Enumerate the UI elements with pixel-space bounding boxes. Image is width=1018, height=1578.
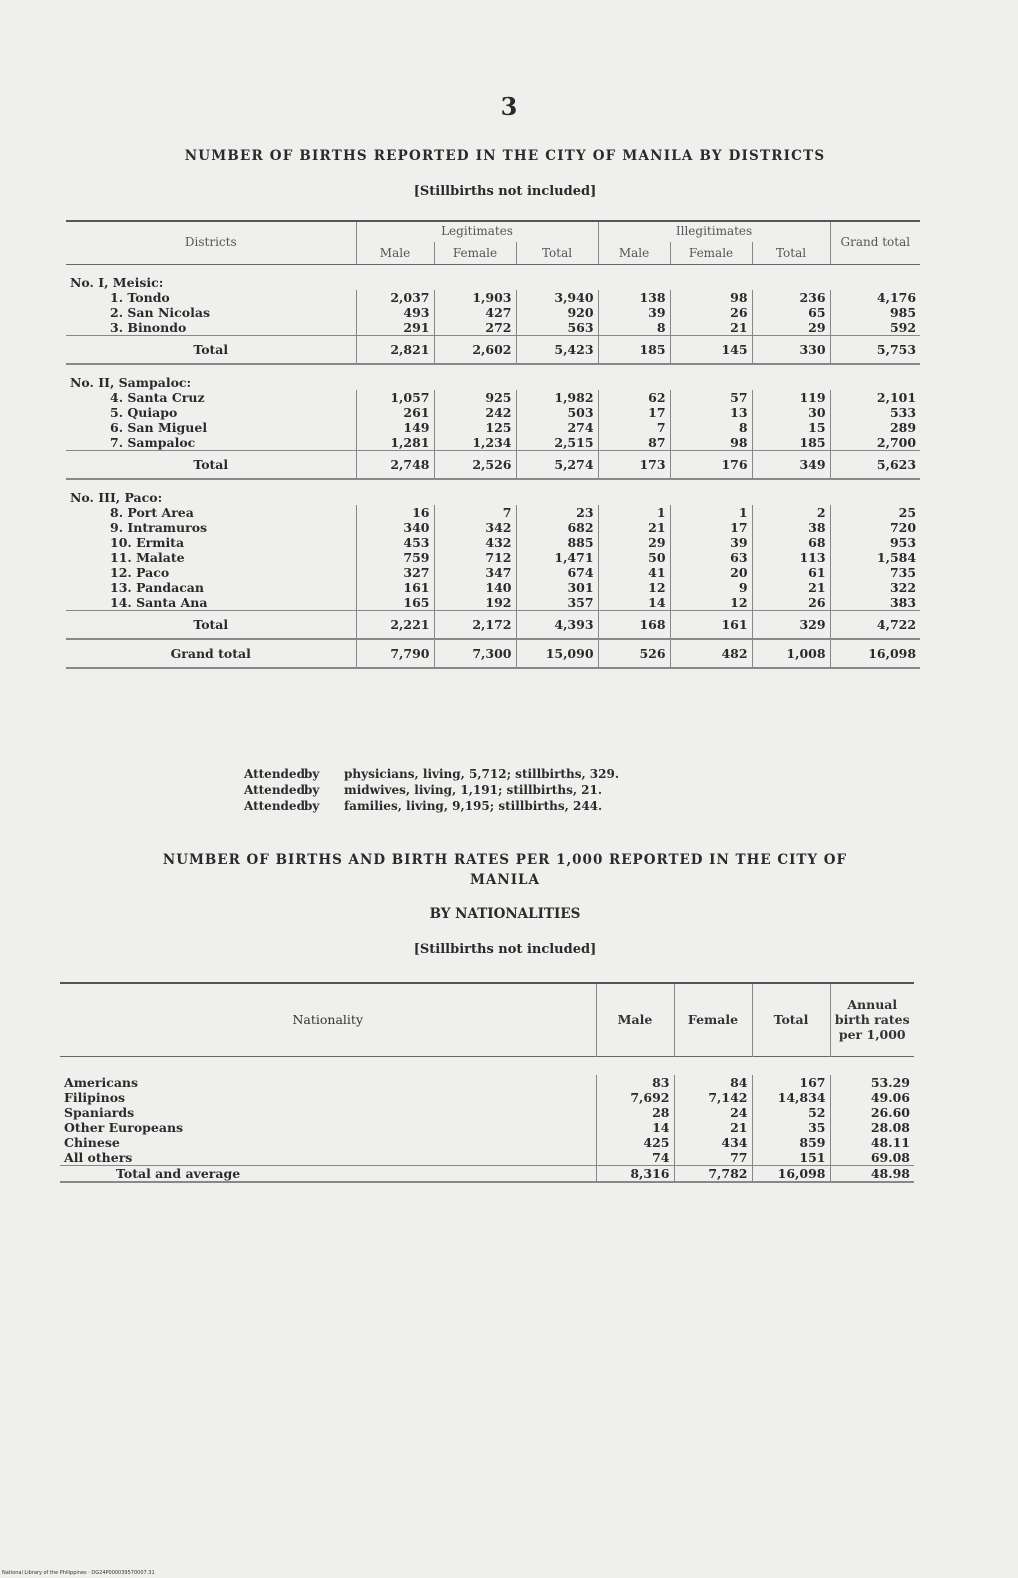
col-header-total: Total [752, 242, 830, 265]
col-header-male: Male [356, 242, 434, 265]
col-header-total: Total [752, 982, 830, 1057]
table-row: 13. Pandacan 161 140 301 12 9 21 322 [66, 580, 920, 595]
table2-subtitle: [Stillbirths not included] [413, 942, 597, 957]
table-row: 1. Tondo 2,037 1,903 3,940 138 98 236 4,176 [66, 290, 920, 305]
table-row: Spaniards 28 24 52 26.60 [60, 1105, 914, 1120]
table-row: 9. Intramuros 340 342 682 21 17 38 720 [66, 520, 920, 535]
table-row: Filipinos 7,692 7,142 14,834 49.06 [60, 1090, 914, 1105]
table-row: 8. Port Area 16 7 23 1 1 2 25 [66, 505, 920, 520]
col-header-districts: Districts [66, 220, 356, 265]
table-row: 10. Ermita 453 432 885 29 39 68 953 [66, 535, 920, 550]
col-header-birth-rate: Annual birth rates per 1,000 [830, 982, 914, 1057]
col-header-female: Female [674, 982, 752, 1057]
footer-credit: National Library of the Philippines · DG24P000039570007.31 [2, 1570, 155, 1576]
col-header-female: Female [434, 242, 516, 265]
table-row: 4. Santa Cruz 1,057 925 1,982 62 57 119 2,101 [66, 390, 920, 405]
table-row: 5. Quiapo 261 242 503 17 13 30 533 [66, 405, 920, 420]
table2-title: NUMBER OF BIRTHS AND BIRTH RATES PER 1,000 REPORTED IN THE CITY OF MANILA [162, 852, 848, 888]
col-header-illegitimates: Illegitimates [598, 220, 830, 242]
table-row: Chinese 425 434 859 48.11 [60, 1135, 914, 1150]
table-row: 11. Malate 759 712 1,471 50 63 113 1,584 [66, 550, 920, 565]
col-header-nationality: Nationality [292, 1011, 364, 1027]
attended-notes [244, 766, 619, 814]
table-row: 6. San Miguel 149 125 274 7 8 15 289 [66, 420, 920, 435]
grand-total-row: Grand total 7,790 7,300 15,090 526 482 1,008 16,098 [66, 639, 920, 668]
subtotal-row: Total 2,221 2,172 4,393 168 161 329 4,722 [66, 611, 920, 640]
total-row: Total and average 8,316 7,782 16,098 48.98 [60, 1166, 914, 1183]
table1-subtitle: [Stillbirths not included] [413, 184, 597, 199]
table-row: 3. Binondo 291 272 563 8 21 29 592 [66, 320, 920, 336]
group-name: No. II, Sampaloc: [70, 375, 192, 390]
table-row: 12. Paco 327 347 674 41 20 61 735 [66, 565, 920, 580]
table-row: Other Europeans 14 21 35 28.08 [60, 1120, 914, 1135]
subtotal-row: Total 2,748 2,526 5,274 173 176 349 5,623 [66, 451, 920, 480]
attended-line: Attendedby families, living, 9,195; stillbirths, 244. [244, 799, 603, 813]
attended-line: Attendedby physicians, living, 5,712; stillbirths, 329. [244, 767, 620, 781]
col-header-male: Male [596, 982, 674, 1057]
group-name: No. I, Meisic: [70, 275, 164, 290]
nationality-table [60, 982, 914, 1183]
col-header-female: Female [670, 242, 752, 265]
rule [60, 982, 914, 984]
group-name: No. III, Paco: [70, 490, 163, 505]
page-number: 3 [500, 92, 518, 121]
col-header-grand-total: Grand total [830, 220, 920, 265]
rule [66, 220, 920, 222]
table-row: 14. Santa Ana 165 192 357 14 12 26 383 [66, 595, 920, 611]
table-row: All others 74 77 151 69.08 [60, 1150, 914, 1166]
table1-title: NUMBER OF BIRTHS REPORTED IN THE CITY OF MANILA BY DISTRICTS [184, 148, 826, 164]
attended-line: Attendedby midwives, living, 1,191; stillbirths, 21. [244, 783, 603, 797]
districts-table [66, 220, 920, 669]
table2-by-line: BY NATIONALITIES [429, 906, 581, 922]
table-row: 2. San Nicolas 493 427 920 39 26 65 985 [66, 305, 920, 320]
col-header-total: Total [516, 242, 598, 265]
col-header-legitimates: Legitimates [356, 220, 598, 242]
table-row: Americans 83 84 167 53.29 [60, 1075, 914, 1090]
subtotal-row: Total 2,821 2,602 5,423 185 145 330 5,753 [66, 336, 920, 365]
col-header-male: Male [598, 242, 670, 265]
table-row: 7. Sampaloc 1,281 1,234 2,515 87 98 185 2,700 [66, 435, 920, 451]
